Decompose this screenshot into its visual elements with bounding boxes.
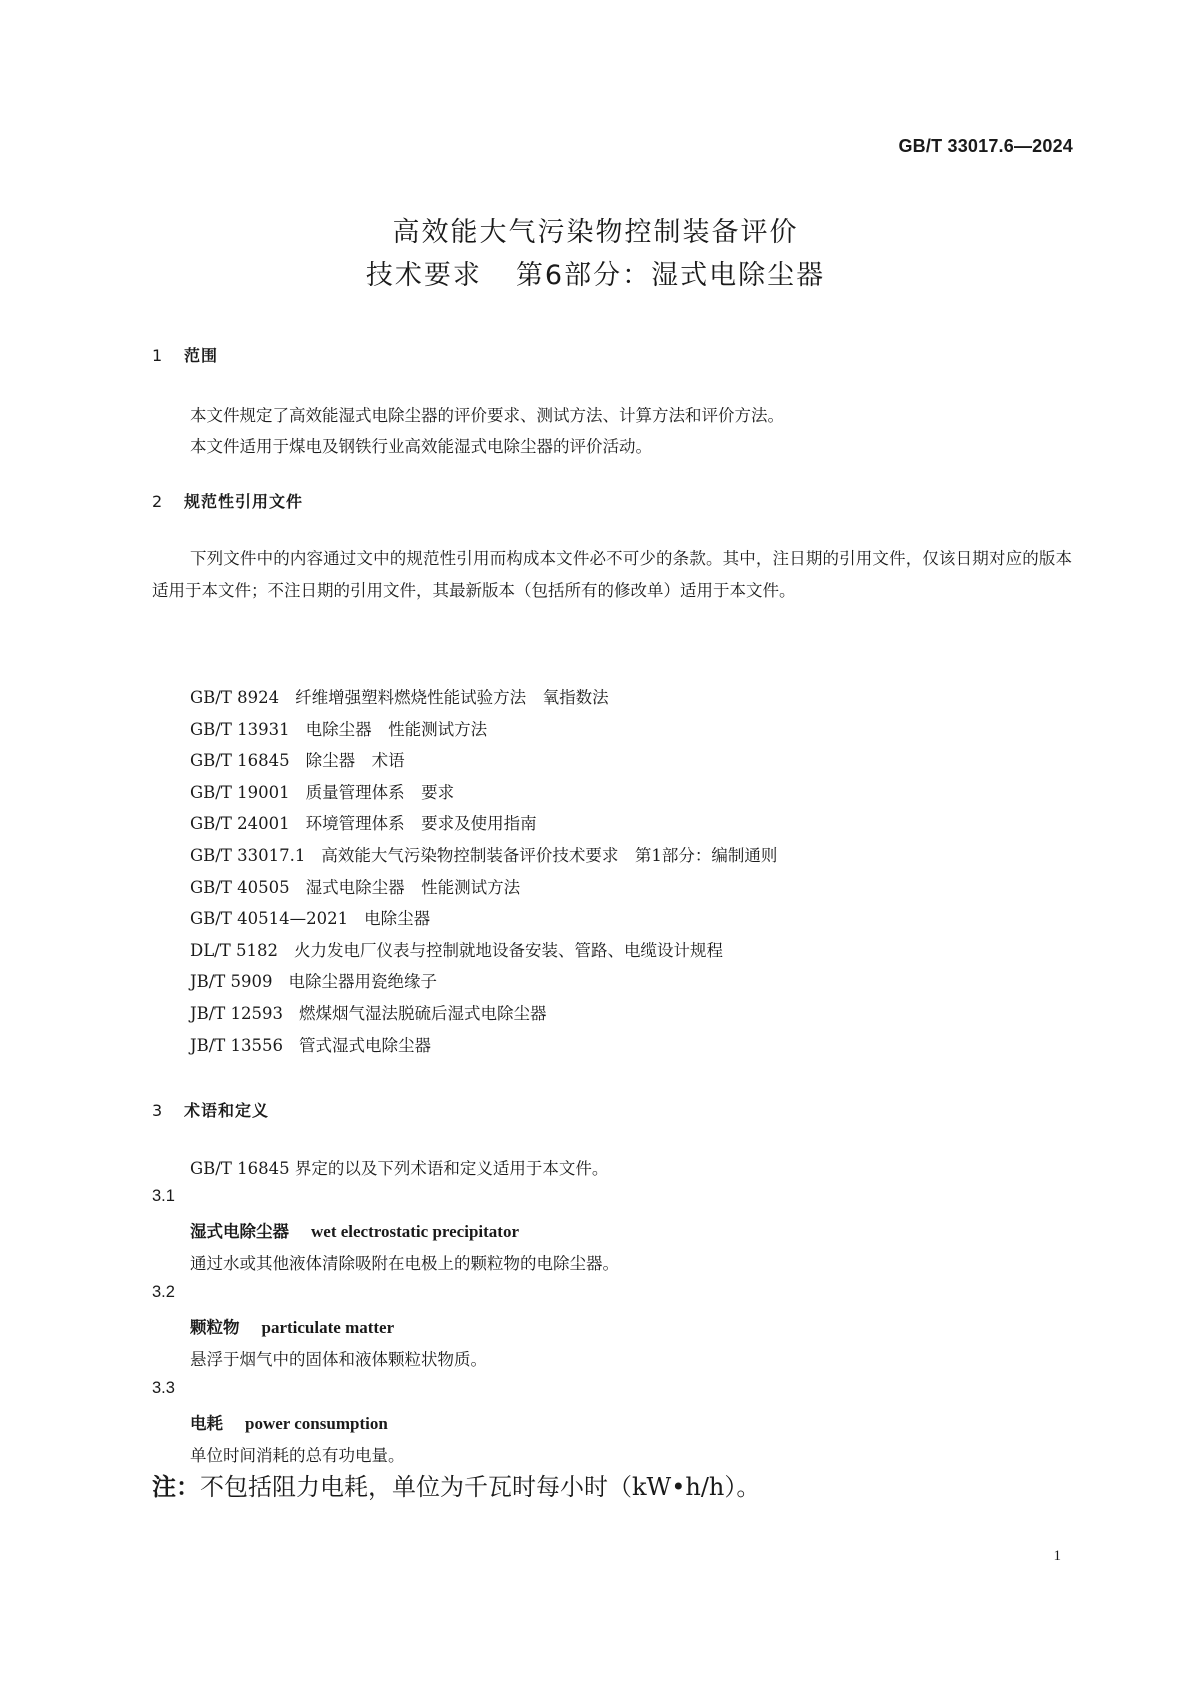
term-chinese: 颗粒物 bbox=[190, 1318, 240, 1337]
reference-code: GB/T 33017.1 bbox=[190, 845, 306, 865]
term-english: particulate matter bbox=[261, 1318, 395, 1337]
term-english: power consumption bbox=[245, 1414, 388, 1433]
term-heading bbox=[190, 1410, 388, 1434]
reference-item bbox=[190, 872, 777, 904]
reference-code: GB/T 40514—2021 bbox=[190, 909, 349, 929]
term-definition: 通过水或其他液体清除吸附在电极上的颗粒物的电除尘器。 bbox=[190, 1254, 619, 1273]
reference-list bbox=[190, 682, 777, 1061]
section-1-title: 范围 bbox=[184, 346, 219, 365]
reference-title: 除尘器 术语 bbox=[305, 751, 405, 771]
reference-code: JB/T 12593 bbox=[190, 1003, 284, 1023]
reference-title: 电除尘器 bbox=[364, 909, 431, 929]
reference-title: 湿式电除尘器 性能测试方法 bbox=[305, 877, 521, 897]
reference-item bbox=[190, 840, 777, 872]
reference-title: 环境管理体系 要求及使用指南 bbox=[305, 814, 537, 834]
reference-item bbox=[190, 745, 777, 777]
document-title-line-2 bbox=[0, 253, 1191, 292]
reference-item bbox=[190, 682, 777, 714]
reference-title: 电除尘器 性能测试方法 bbox=[305, 719, 488, 739]
title-line-2-right: 第6部分：湿式电除尘器 bbox=[515, 260, 826, 291]
reference-code: GB/T 16845 bbox=[190, 751, 290, 771]
reference-title: 火力发电厂仪表与控制就地设备安装、管路、电缆设计规程 bbox=[294, 940, 723, 960]
title-line-2-left: 技术要求 bbox=[365, 260, 482, 291]
section-2-intro: 下列文件中的内容通过文中的规范性引用而构成本文件必不可少的条款。其中，注日期的引用文件，仅该日期对应的版本适用于本文件；不注日期的引用文件，其最新版本（包括所有的修改单）适用于本文件。 bbox=[152, 549, 1072, 600]
reference-title: 纤维增强塑料燃烧性能试验方法 氧指数法 bbox=[295, 688, 609, 707]
section-3-heading bbox=[152, 1098, 269, 1121]
section-1-paragraph-1: 本文件规定了高效能湿式电除尘器的评价要求、测试方法、计算方法和评价方法。 bbox=[190, 406, 784, 425]
term-english: wet electrostatic precipitator bbox=[311, 1222, 520, 1241]
standard-code: GB/T 33017.6—2024 bbox=[898, 136, 1073, 156]
page-number: 1 bbox=[1053, 1548, 1061, 1564]
reference-title: 燃煤烟气湿法脱硫后湿式电除尘器 bbox=[299, 1003, 547, 1023]
reference-item bbox=[190, 777, 777, 809]
reference-code: DL/T 5182 bbox=[190, 940, 278, 960]
term-number: 3.1 bbox=[152, 1187, 175, 1205]
term-definition: 单位时间消耗的总有功电量。 bbox=[190, 1446, 405, 1465]
reference-code: JB/T 13556 bbox=[190, 1035, 284, 1055]
note-label: 注： bbox=[152, 1473, 200, 1501]
reference-item bbox=[190, 714, 777, 746]
reference-item bbox=[190, 966, 777, 998]
reference-item bbox=[190, 903, 777, 935]
section-2-title: 规范性引用文件 bbox=[184, 492, 304, 511]
note bbox=[152, 1467, 760, 1502]
reference-item bbox=[190, 998, 777, 1030]
section-3-intro: GB/T 16845 界定的以及下列术语和定义适用于本文件。 bbox=[190, 1159, 609, 1178]
term-chinese: 湿式电除尘器 bbox=[190, 1222, 289, 1241]
section-3-number: 3 bbox=[152, 1101, 164, 1120]
term-heading bbox=[190, 1314, 394, 1338]
term-number: 3.3 bbox=[152, 1379, 175, 1397]
reference-item bbox=[190, 935, 777, 967]
section-2-number: 2 bbox=[152, 492, 164, 511]
reference-item bbox=[190, 808, 777, 840]
term-chinese: 电耗 bbox=[190, 1414, 223, 1433]
reference-item bbox=[190, 1030, 777, 1062]
reference-title: 管式湿式电除尘器 bbox=[299, 1035, 432, 1055]
reference-code: GB/T 13931 bbox=[190, 719, 290, 739]
term-number: 3.2 bbox=[152, 1283, 175, 1301]
term-definition: 悬浮于烟气中的固体和液体颗粒状物质。 bbox=[190, 1350, 487, 1369]
section-1-number: 1 bbox=[152, 346, 164, 365]
term-heading bbox=[190, 1218, 519, 1242]
reference-code: JB/T 5909 bbox=[190, 972, 273, 992]
section-1-heading bbox=[152, 343, 218, 366]
reference-code: GB/T 24001 bbox=[190, 814, 290, 834]
reference-code: GB/T 40505 bbox=[190, 877, 290, 897]
section-1-paragraph-2: 本文件适用于煤电及钢铁行业高效能湿式电除尘器的评价活动。 bbox=[190, 437, 652, 456]
section-3-title: 术语和定义 bbox=[184, 1101, 270, 1120]
reference-title: 电除尘器用瓷绝缘子 bbox=[288, 972, 438, 992]
reference-code: GB/T 8924 bbox=[190, 688, 280, 707]
reference-title: 高效能大气污染物控制装备评价技术要求 第1部分：编制通则 bbox=[321, 845, 778, 865]
note-text: 不包括阻力电耗，单位为千瓦时每小时（kW•h/h）。 bbox=[200, 1473, 761, 1501]
section-2-heading bbox=[152, 489, 303, 512]
reference-code: GB/T 19001 bbox=[190, 782, 290, 802]
document-title-line-1: 高效能大气污染物控制装备评价 bbox=[392, 217, 799, 248]
reference-title: 质量管理体系 要求 bbox=[305, 782, 455, 802]
